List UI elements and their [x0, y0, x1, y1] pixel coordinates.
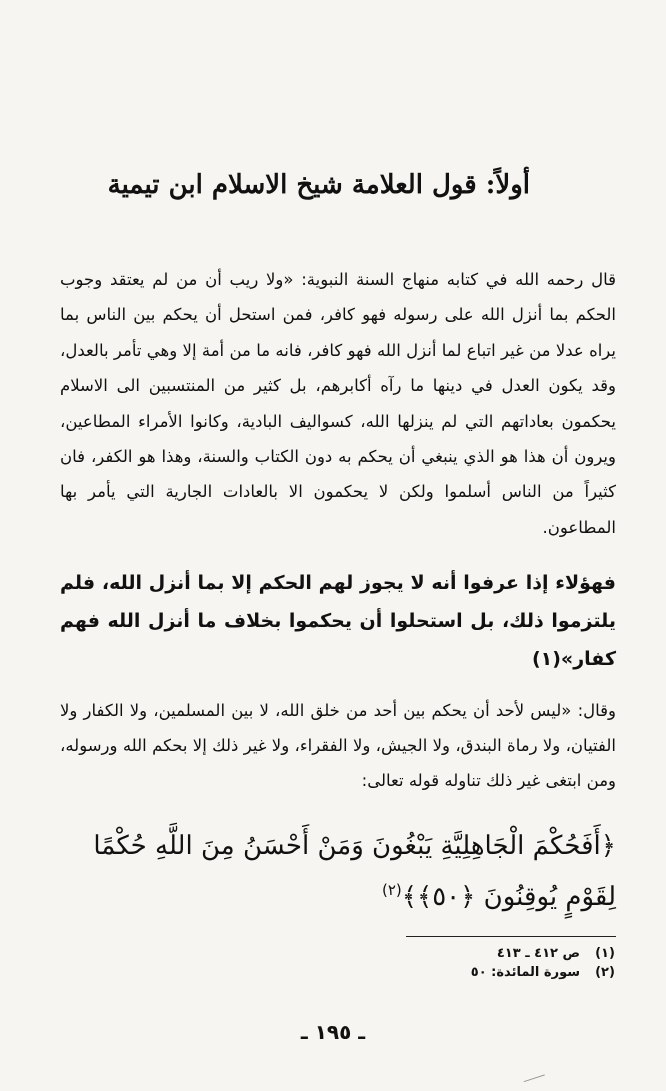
quote-paragraph-3: وقال: «ليس لأحد أن يحكم بين أحد من خلق الله، لا بين المسلمين، ولا الكفار ولا الفتيان، ولا رماة البندق، ولا الجيش، ولا الفقراء، ولا غير ذلك إلا بحكم الله ورسوله، ومن ابتغى غير ذلك تناوله قوله تعالى:: [60, 701, 616, 790]
footnote-text: سورة المائدة: ٥٠: [470, 965, 580, 980]
footnote-number: (١): [595, 946, 615, 961]
paragraph-2-text: فهؤلاء إذا عرفوا أنه لا يجوز لهم الحكم إلا بما أنزل الله، فلم يلتزموا ذلك، بل استحلوا أن يحكموا بخلاف ما أنزل الله فهم كفار»: [60, 572, 616, 670]
footnote-ref-1: (١): [531, 648, 561, 670]
verse-text: ﴿أَفَحُكْمَ الْجَاهِلِيَّةِ يَبْغُونَ وَمَنْ أَحْسَنُ مِنَ اللَّهِ حُكْمًا لِقَوْمٍ يُوقِنُونَ ﴿٥٠﴾﴾: [93, 831, 616, 912]
quran-verse: [50, 824, 616, 919]
footnote-ref-2: (٢): [381, 881, 402, 899]
page-number: ـ ١٩٥ ـ: [300, 1020, 366, 1044]
pen-mark: [521, 1067, 545, 1082]
footnote-number: (٢): [595, 965, 615, 980]
footnotes: [300, 944, 616, 982]
quote-paragraph-1: قال رحمه الله في كتابه منهاج السنة النبوية: «ولا ريب أن من لم يعتقد وجوب الحكم بما أنزل الله على رسوله فهو كافر، فمن استحل أن يحكم بين الناس بما يراه عدلا من غير اتباع لما أنزل الله فهو كافر، فانه ما من أمة إلا وهي تأمر بالعدل، وقد يكون العدل في دينها ما رآه أكابرهم، بل كثير من المنتسبين الى الاسلام يحكمون بعاداتهم التي لم ينزلها الله، كسواليف البادية، وكانوا الأمراء المطاعين، ويرون أن هذا هو الذي ينبغي أن يحكم به دون الكتاب والسنة، وهذا هو الكفر، فان كثيراً من الناس أسلموا ولكن لا يحكمون الا بالعادات الجارية التي يأمر بها المطاعون.: [60, 270, 616, 537]
footnote-item: [300, 963, 616, 982]
footnote-text: ص ٤١٢ ـ ٤١٣: [496, 946, 580, 961]
section-heading: أولاً: قول العلامة شيخ الاسلام ابن تيمية: [107, 170, 530, 200]
quote-paragraph-2-bold: [60, 564, 616, 678]
footnote-item: [300, 944, 616, 963]
footnote-divider: [406, 936, 616, 937]
